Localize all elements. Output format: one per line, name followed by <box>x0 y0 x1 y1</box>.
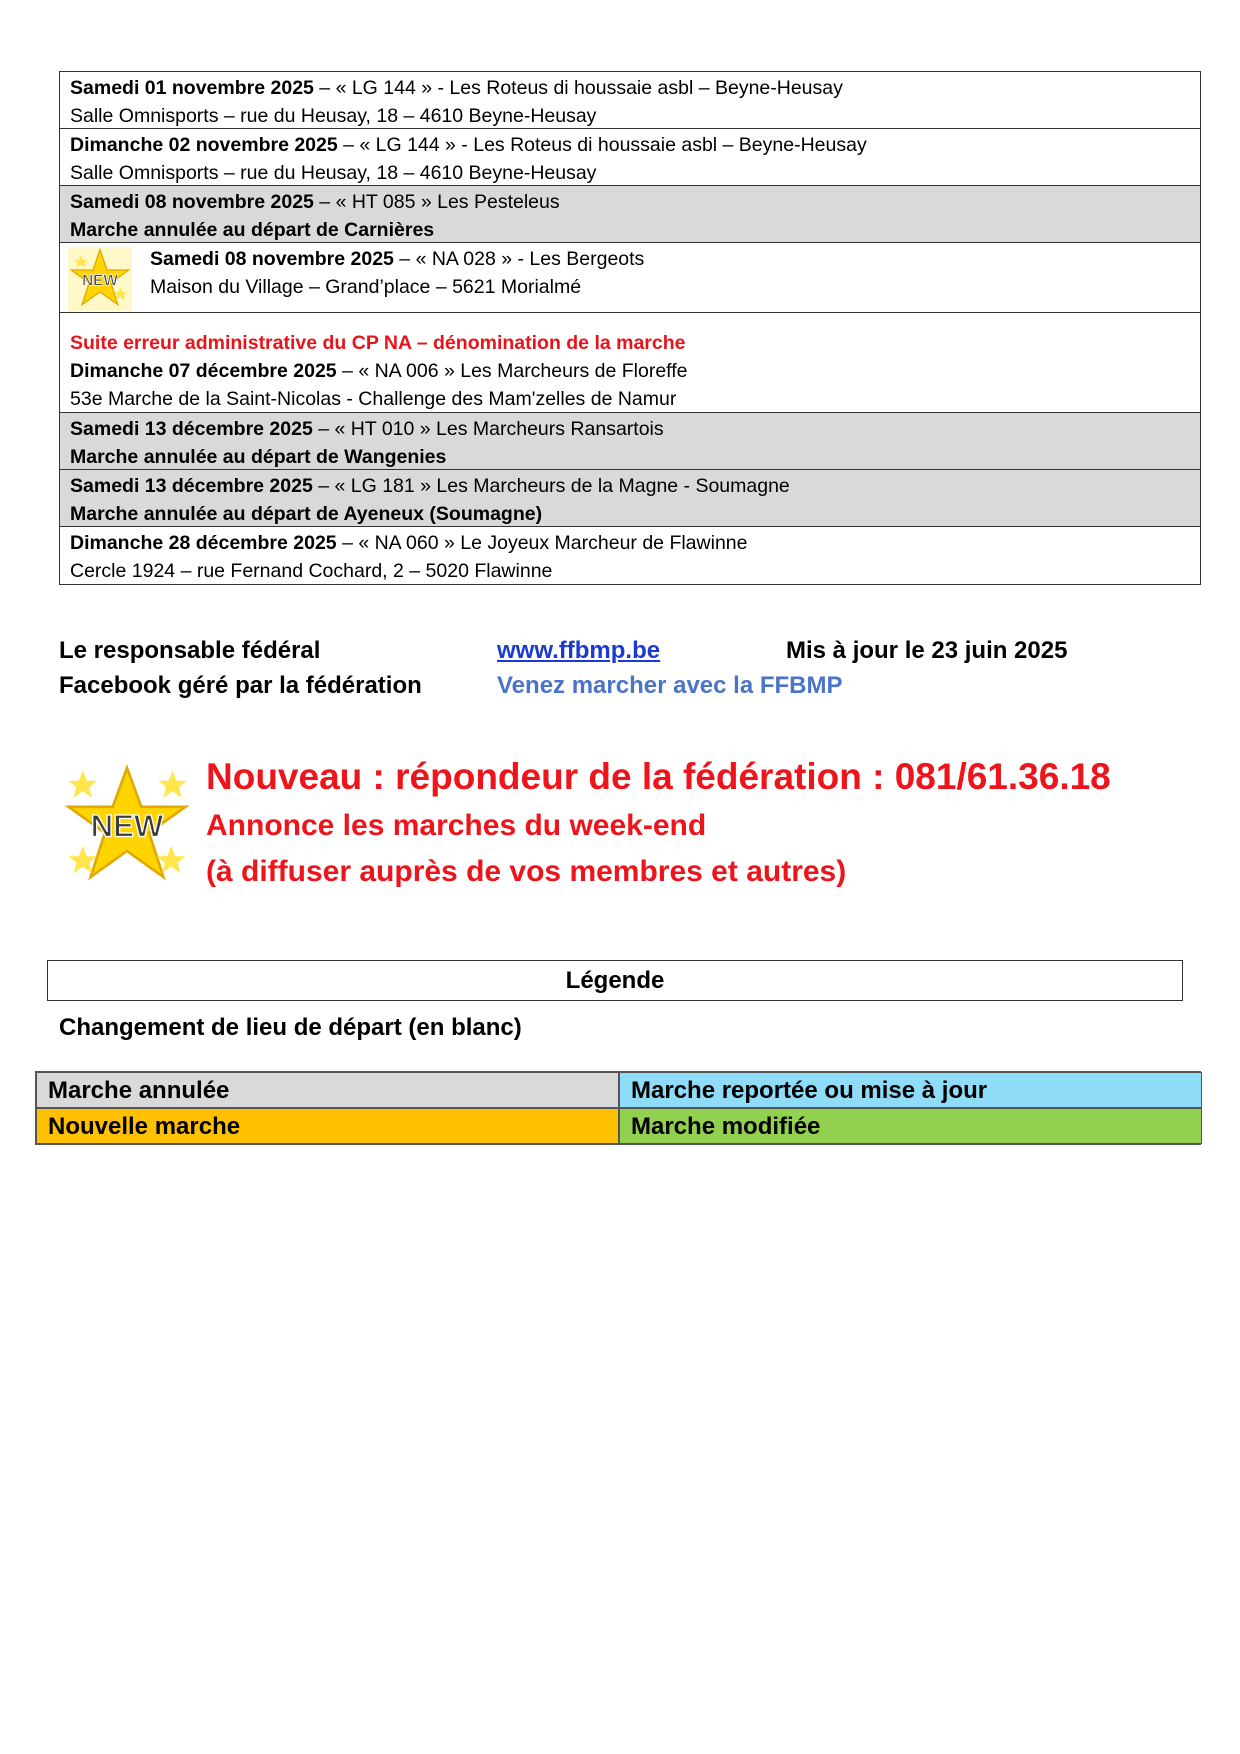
event-title: – « HT 010 » Les Marcheurs Ransartois <box>312 418 664 440</box>
event-title: – « NA 060 » Le Joyeux Marcheur de Flawinne <box>336 532 748 554</box>
event-date: Dimanche 07 décembre 2025 <box>70 360 337 382</box>
event-title: – « NA 028 » - Les Bergeots <box>393 248 645 270</box>
update-date: Mis à jour le 23 juin 2025 <box>786 637 1068 664</box>
event-date: Dimanche 02 novembre 2025 <box>70 134 338 156</box>
event-title: – « HT 085 » Les Pesteleus <box>313 191 560 213</box>
event-row-cancelled <box>60 470 1200 527</box>
event-date: Samedi 13 décembre 2025 <box>70 418 313 440</box>
new-badge-text: NEW <box>90 808 164 844</box>
new-badge-icon <box>68 247 132 311</box>
legend-item-cancelled: Marche annulée <box>36 1072 619 1108</box>
event-title: – « NA 006 » Les Marcheurs de Floreffe <box>336 360 688 382</box>
announcement-line: (à diffuser auprès de vos membres et autres) <box>206 855 847 888</box>
event-cancel-note: Marche annulée au départ de Wangenies <box>70 446 447 468</box>
event-row-renamed <box>60 313 1200 413</box>
event-date: Dimanche 28 décembre 2025 <box>70 532 337 554</box>
event-row <box>60 129 1200 186</box>
responsible-label: Le responsable fédéral <box>59 637 321 664</box>
event-row <box>60 72 1200 129</box>
event-row-new <box>60 243 1200 313</box>
event-location: 53e Marche de la Saint-Nicolas - Challenge des Mam'zelles de Namur <box>70 388 677 410</box>
legend-title: Légende <box>47 960 1183 1001</box>
event-row <box>60 527 1200 584</box>
legend-note: Changement de lieu de départ (en blanc) <box>59 1014 522 1041</box>
event-row-cancelled <box>60 186 1200 243</box>
event-location: Cercle 1924 – rue Fernand Cochard, 2 – 5020 Flawinne <box>70 560 553 582</box>
announcement-headline: Nouveau : répondeur de la fédération : 081/61.36.18 <box>206 756 1111 797</box>
slogan: Venez marcher avec la FFBMP <box>497 672 843 699</box>
event-title: – « LG 144 » - Les Roteus di houssaie asbl – Beyne-Heusay <box>313 77 843 99</box>
event-notice: Suite erreur administrative du CP NA – dénomination de la marche <box>70 332 686 354</box>
event-location: Maison du Village – Grand’place – 5621 Morialmé <box>150 276 582 298</box>
legend-item-modified: Marche modifiée <box>619 1108 1202 1144</box>
event-date: Samedi 01 novembre 2025 <box>70 77 314 99</box>
announcement-line: Annonce les marches du week-end <box>206 809 707 842</box>
event-date: Samedi 08 novembre 2025 <box>70 191 314 213</box>
facebook-label: Facebook géré par la fédération <box>59 672 422 699</box>
event-title: – « LG 181 » Les Marcheurs de la Magne - Soumagne <box>312 475 790 497</box>
event-date: Samedi 08 novembre 2025 <box>150 248 394 270</box>
event-date: Samedi 13 décembre 2025 <box>70 475 313 497</box>
event-cancel-note: Marche annulée au départ de Carnières <box>70 219 435 241</box>
event-row-cancelled <box>60 413 1200 470</box>
event-title: – « LG 144 » - Les Roteus di houssaie asbl – Beyne-Heusay <box>337 134 867 156</box>
event-cancel-note: Marche annulée au départ de Ayeneux (Soumagne) <box>70 503 543 525</box>
legend-item-postponed: Marche reportée ou mise à jour <box>619 1072 1202 1108</box>
event-location: Salle Omnisports – rue du Heusay, 18 – 4610 Beyne-Heusay <box>70 162 597 184</box>
website-link[interactable]: www.ffbmp.be <box>497 637 661 664</box>
legend-item-new: Nouvelle marche <box>36 1108 619 1144</box>
event-location: Salle Omnisports – rue du Heusay, 18 – 4610 Beyne-Heusay <box>70 105 597 127</box>
events-table <box>59 71 1201 585</box>
new-badge-icon <box>62 760 192 890</box>
new-badge-text: NEW <box>82 272 118 290</box>
legend-grid <box>35 1071 1201 1145</box>
